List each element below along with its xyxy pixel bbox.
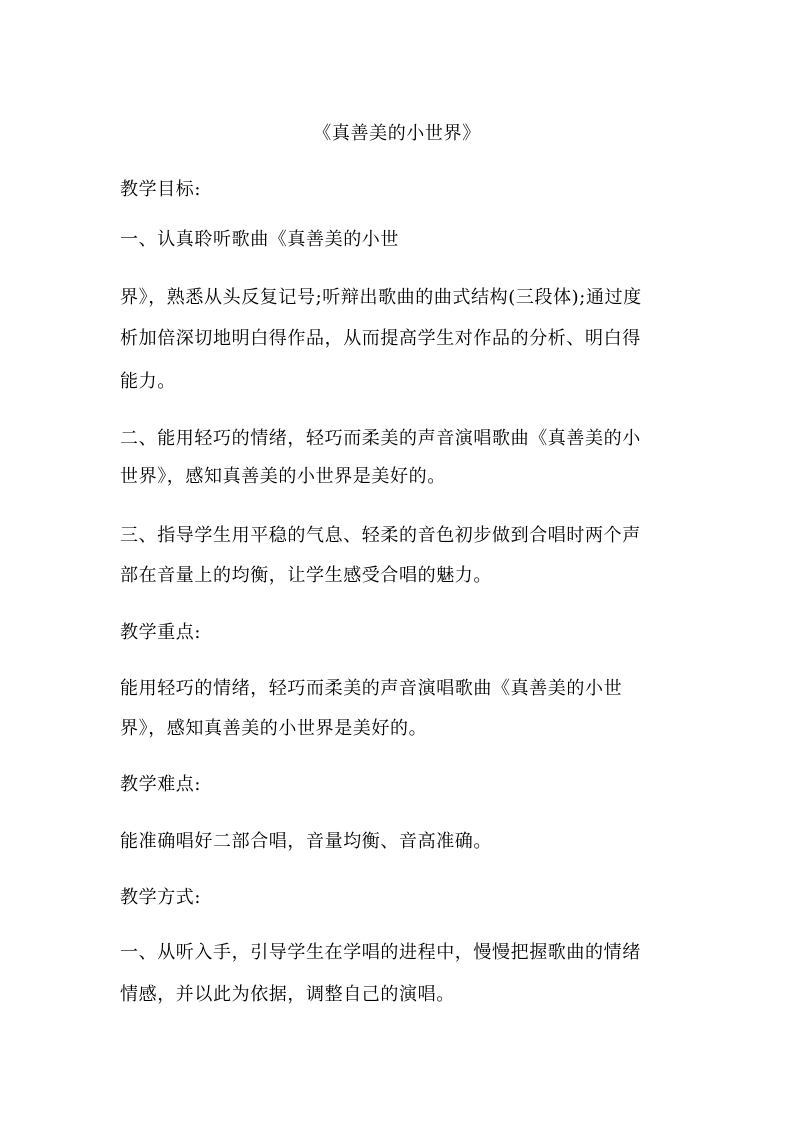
paragraph-line: 部在音量上的均衡，让学生感受合唱的魅力。 [120, 565, 492, 586]
paragraph-line: 情感，并以此为依据，调整自己的演唱。 [120, 984, 455, 1005]
paragraph-line: 能力。 [120, 371, 176, 392]
paragraph-line: 界》，熟悉从头反复记号;听辩出歌曲的曲式结构(三段体);通过度 [120, 287, 642, 308]
paragraph-line: 世界》，感知真善美的小世界是美好的。 [120, 466, 446, 487]
section-heading-methods: 教学方式: [120, 887, 202, 908]
paragraph-line: 析加倍深切地明白得作品，从而提高学生对作品的分析、明白得 [120, 328, 641, 349]
paragraph-line: 二、能用轻巧的情绪，轻巧而柔美的声音演唱歌曲《真善美的小 [120, 428, 641, 449]
paragraph-line: 三、指导学生用平稳的气息、轻柔的音色初步做到合唱时两个声 [120, 525, 641, 546]
section-heading-objectives: 教学目标: [120, 179, 202, 200]
section-heading-key-points: 教学重点: [120, 622, 202, 643]
section-heading-difficulties: 教学难点: [120, 774, 202, 795]
paragraph-line: 一、从听入手，引导学生在学唱的进程中，慢慢把握歌曲的情绪 [120, 942, 641, 963]
paragraph-line: 界》，感知真善美的小世界是美好的。 [120, 718, 428, 739]
document-title: 《真善美的小世界》 [313, 123, 481, 144]
paragraph-line: 能准确唱好二部合唱，音量均衡、音高准确。 [120, 831, 492, 852]
paragraph-line: 一、认真聆听歌曲《真善美的小世 [120, 229, 399, 250]
paragraph-line: 能用轻巧的情绪，轻巧而柔美的声音演唱歌曲《真善美的小世 [120, 678, 623, 699]
